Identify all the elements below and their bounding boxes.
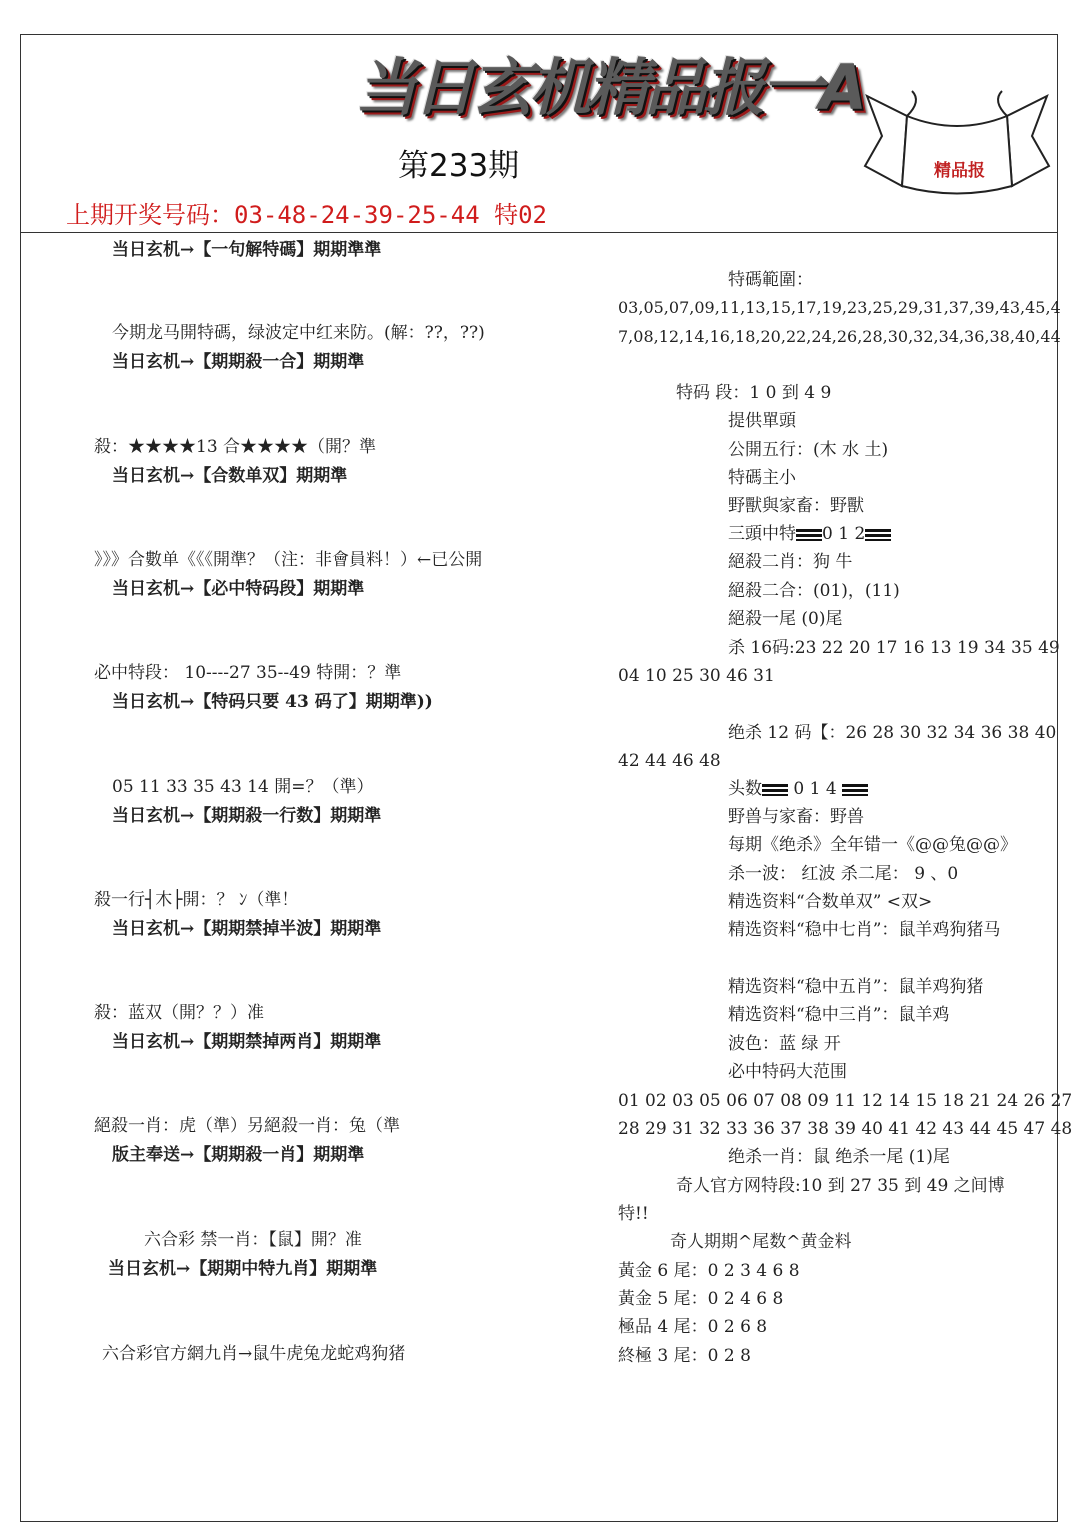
last-draw — [66, 195, 547, 230]
header-divider — [20, 232, 1058, 233]
five-elements: 公開五行：(木 水 土) — [728, 440, 889, 460]
last-draw-numbers: 03-48-24-39-25-44 特02 — [234, 201, 547, 229]
left-line: 版主奉送→【期期殺一肖】期期準 — [112, 1145, 365, 1165]
kill16-line: 04 10 25 30 46 31 — [618, 666, 775, 686]
wild-domestic-2: 野兽与家畜：野兽 — [728, 807, 864, 827]
last-draw-label: 上期开奖号码： — [66, 201, 234, 229]
scroll-badge-graphic — [862, 86, 1052, 198]
select-odd-even: 精选资料“合数单双” <双> — [728, 892, 933, 912]
left-line: 殺：蓝双（開？？）准 — [94, 1003, 264, 1023]
kill-two-sum: 絕殺二合：(01)，(11) — [728, 581, 900, 601]
gold6: 黃金 6 尾：0 2 3 4 6 8 — [618, 1261, 800, 1281]
issue-number: 第233期 — [398, 148, 520, 184]
badge-label: 精品报 — [934, 161, 985, 181]
yearly-kill: 每期《绝杀》全年错一《@@兔@@》 — [728, 835, 1017, 855]
big-range-line: 28 29 31 32 33 36 37 38 39 40 41 42 43 44 45 47 48 — [618, 1119, 1073, 1139]
three-heads — [728, 524, 891, 544]
left-line: 当日玄机→【期期禁掉两肖】期期準 — [112, 1032, 382, 1052]
left-line: 今期龙马開特碼，绿波定中红来防。(解：??，??) — [112, 323, 485, 343]
left-line: 05 11 33 35 43 14 開=？（準） — [112, 777, 374, 797]
qiren-segment: 特!! — [618, 1204, 649, 1224]
wave-color: 波色：蓝 绿 开 — [728, 1034, 841, 1054]
three-heads-nums: 0 1 2 — [822, 524, 866, 544]
block-glyph — [762, 784, 788, 796]
left-line: 当日玄机→【一句解特碼】期期準準 — [112, 240, 382, 260]
left-line: 当日玄机→【特码只要 43 码了】期期準)) — [112, 692, 433, 712]
left-line: 当日玄机→【期期殺一合】期期準 — [112, 352, 365, 372]
select-five: 精选资料“稳中五肖”：鼠羊鸡狗猪 — [728, 977, 984, 997]
gold5: 黃金 5 尾：0 2 4 6 8 — [618, 1289, 784, 1309]
kill-two-zodiac: 絕殺二肖：狗 牛 — [728, 552, 853, 572]
left-line: 絕殺一肖：虎（準）另絕殺一肖：兔（準 — [94, 1116, 400, 1136]
select-three: 精选资料“稳中三肖”：鼠羊鸡 — [728, 1005, 950, 1025]
wild-domestic: 野獸與家畜：野獸 — [728, 496, 864, 516]
segment: 特码 段：1 0 到 4 9 — [676, 383, 832, 403]
left-line: 六合彩 禁一肖：【鼠】開？准 — [144, 1230, 362, 1250]
left-line: 》》》合數单《《《開準？（注：非會員料！）←已公開 — [94, 550, 483, 570]
block-glyph — [842, 784, 868, 796]
left-line: 殺：★★★★13 合★★★★（開？準 — [94, 437, 377, 457]
left-line: 当日玄机→【合数单双】期期準 — [112, 466, 348, 486]
big-range-title: 必中特码大范围 — [728, 1062, 847, 1082]
head-label: 头数 — [728, 779, 762, 799]
best4: 極品 4 尾：0 2 6 8 — [618, 1317, 768, 1337]
kill-one-tail: 絕殺一尾 (0)尾 — [728, 609, 843, 629]
kill-wave: 杀一波： 红波 杀二尾： 9 、0 — [728, 864, 959, 884]
final3: 終極 3 尾：0 2 8 — [618, 1346, 751, 1366]
left-line: 当日玄机→【必中特码段】期期準 — [112, 579, 365, 599]
size: 特碼主小 — [728, 468, 796, 488]
left-line: 六合彩官方網九肖→鼠牛虎兔龙蛇鸡狗猪 — [102, 1344, 406, 1364]
left-line: 当日玄机→【期期殺一行数】期期準 — [112, 806, 382, 826]
range-line: 03,05,07,09,11,13,15,17,19,23,25,29,31,37,39,43,45,4 — [618, 298, 1061, 317]
left-line: 当日玄机→【期期中特九肖】期期準 — [108, 1259, 378, 1279]
big-range-line: 01 02 03 05 06 07 08 09 11 12 14 15 18 21 24 26 27 — [618, 1091, 1073, 1111]
left-line: 必中特段： 10----27 35--49 特開：？準 — [94, 663, 402, 683]
qiren-segment: 奇人官方网特段:10 到 27 35 到 49 之间博 — [676, 1176, 1005, 1196]
kill12-line: 绝杀 12 码【：26 28 30 32 34 36 38 40 — [728, 723, 1057, 743]
range-line: 7,08,12,14,16,18,20,22,24,26,28,30,32,34,36,38,40,44 — [618, 327, 1061, 346]
gold-title: 奇人期期^尾数^黄金料 — [670, 1232, 852, 1252]
kill12-line: 42 44 46 48 — [618, 751, 721, 771]
single-head: 提供單頭 — [728, 411, 796, 431]
kill-zodiac-tail: 绝杀一肖：鼠 绝杀一尾 (1)尾 — [728, 1147, 950, 1167]
range-title: 特碼範圍： — [728, 270, 813, 290]
left-line: 殺一行┤木├開：？ ﾝ（準！ — [94, 890, 299, 910]
head-nums: 0 1 4 — [793, 779, 837, 799]
three-heads-label: 三頭中特 — [728, 524, 796, 544]
select-seven: 精选资料“稳中七肖”：鼠羊鸡狗猪马 — [728, 920, 1001, 940]
banner-title: 当日玄机精品报一A — [355, 51, 863, 124]
head-numbers — [728, 779, 868, 799]
left-line: 当日玄机→【期期禁掉半波】期期準 — [112, 919, 382, 939]
kill16-line: 杀 16码:23 22 20 17 16 13 19 34 35 49 — [728, 638, 1060, 658]
block-glyph — [796, 529, 822, 541]
block-glyph — [865, 529, 891, 541]
